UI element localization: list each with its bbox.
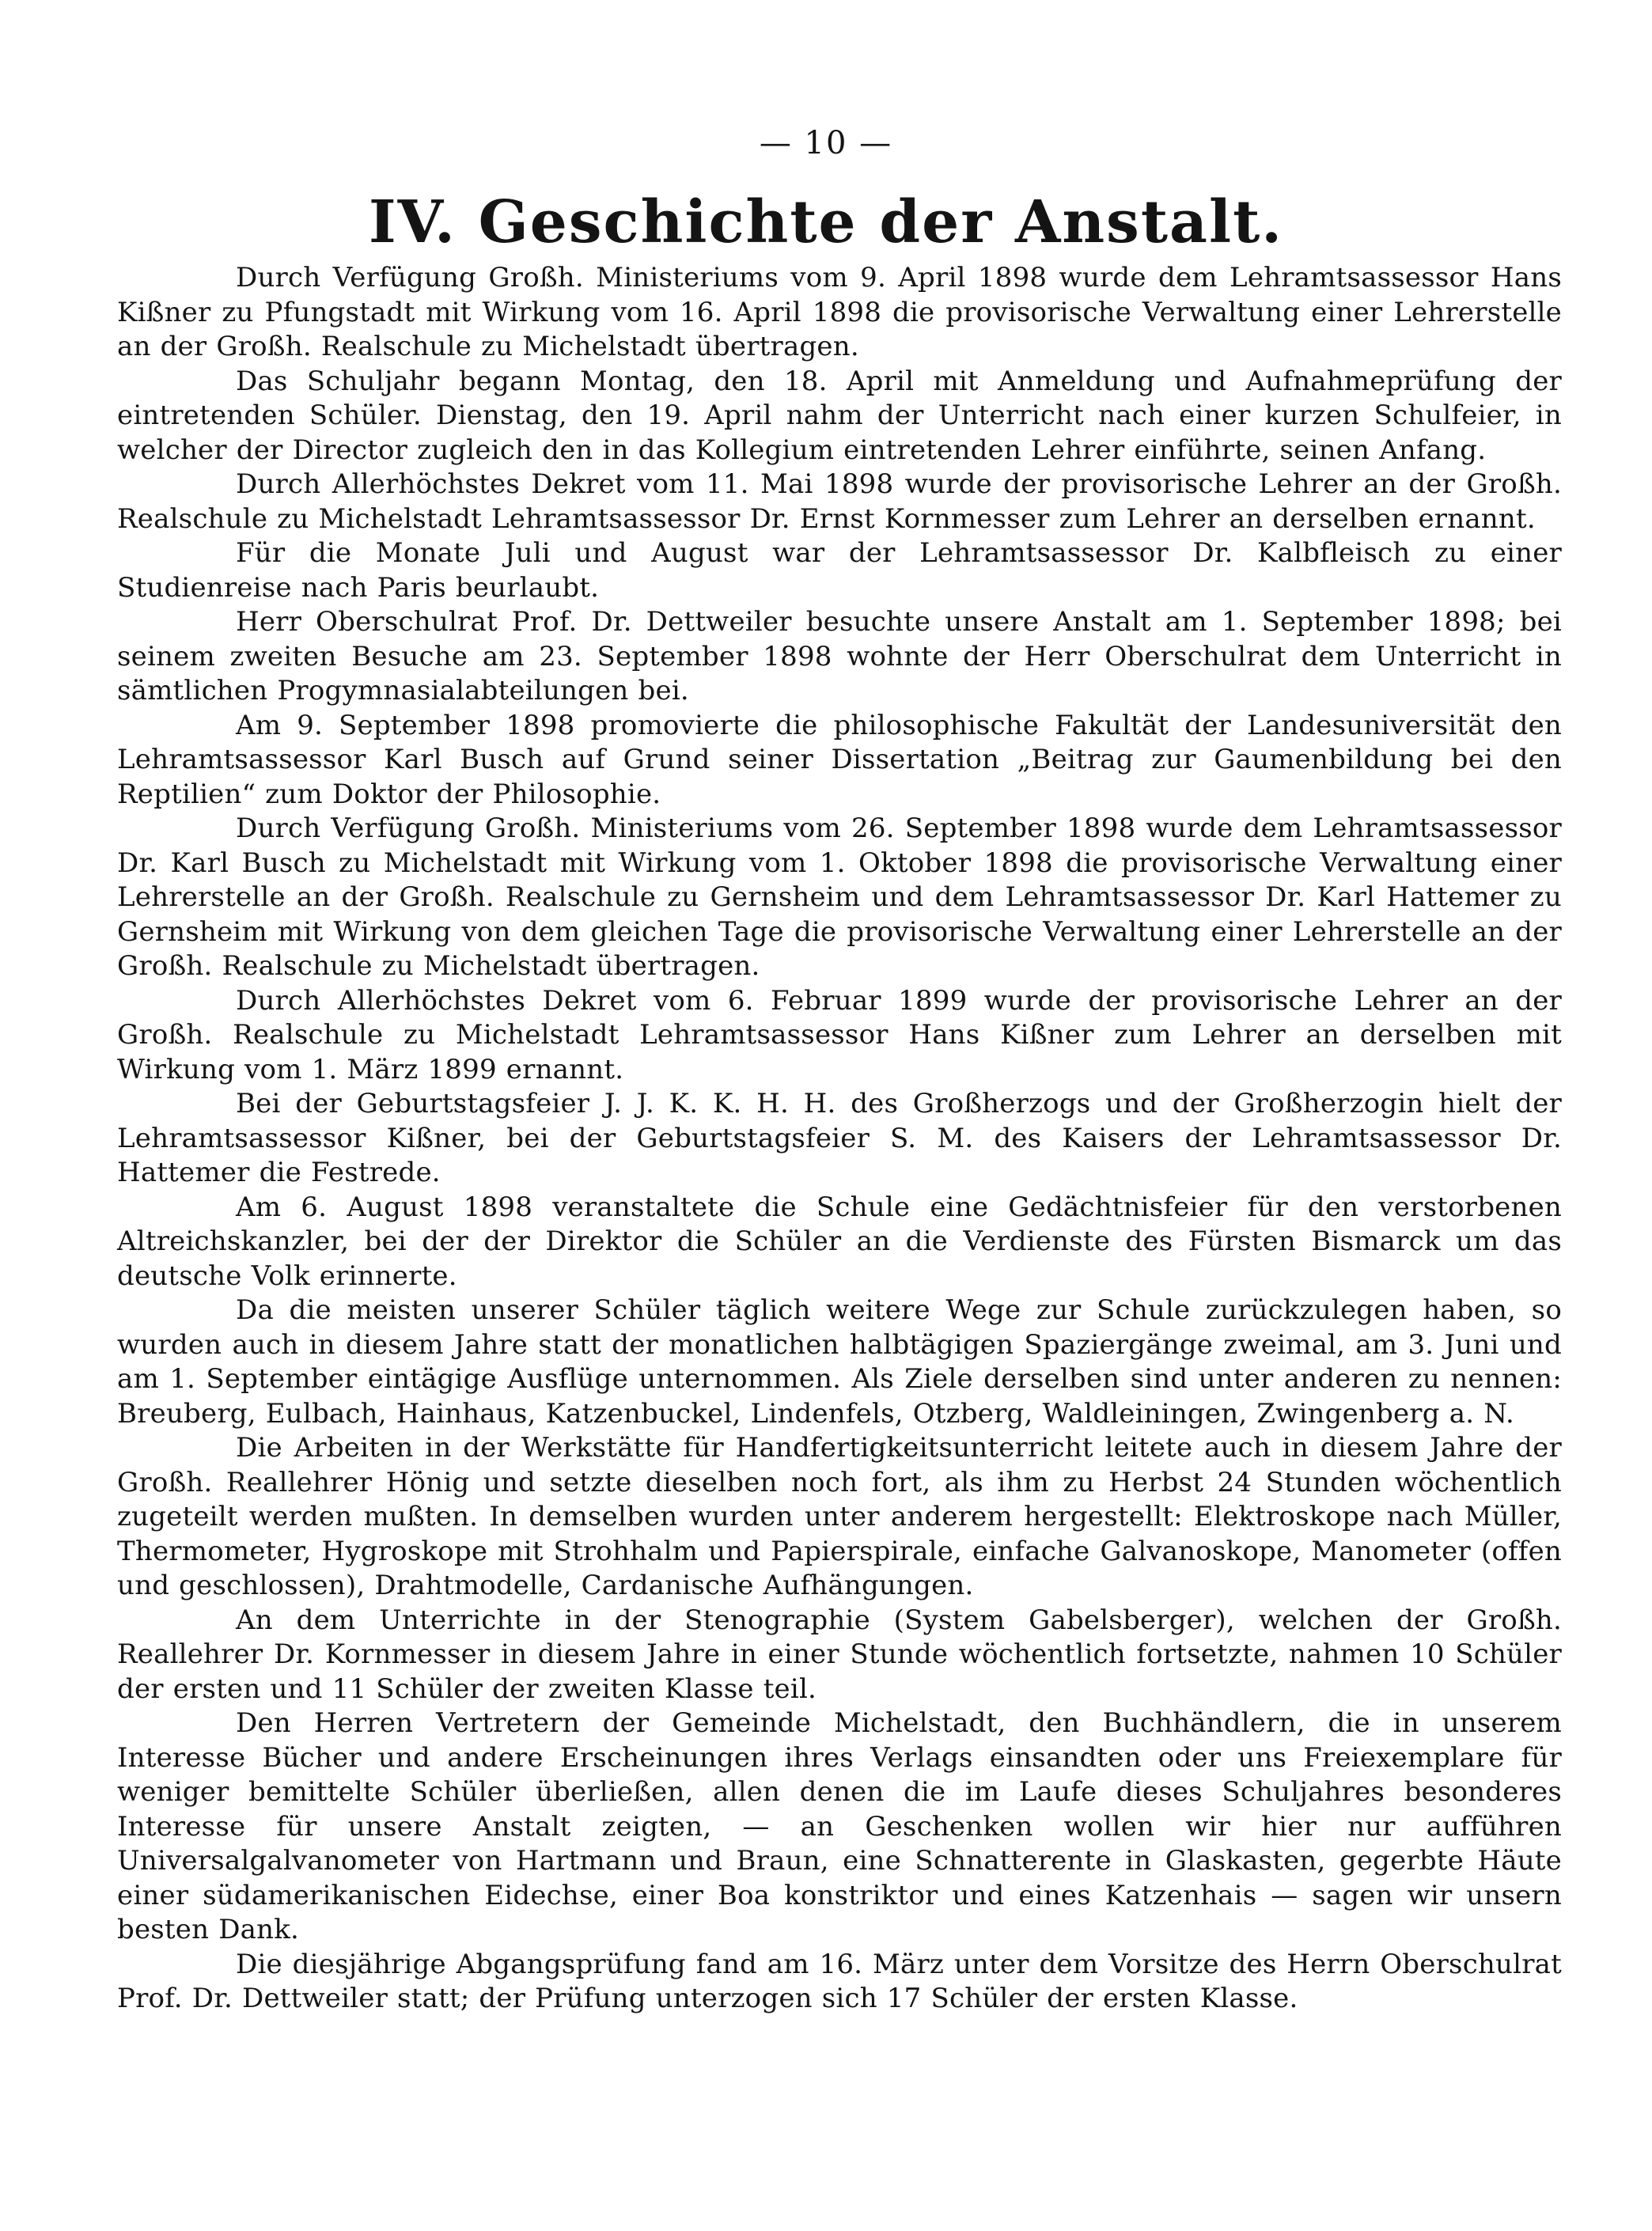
paragraph: Durch Allerhöchstes Dekret vom 6. Februar 1899 wurde der provisorische Lehrer an der Großh. Realschule zu Michelstadt Lehramtsassessor Hans Kißner zum Lehrer an derselben mit Wirkung vom 1. März 1899 ernannt. <box>117 984 1562 1085</box>
paragraph: Bei der Geburtstagsfeier J. J. K. K. H. H. des Großherzogs und der Großherzogin hielt der Lehramtsassessor Kißner, bei der Geburtstagsfeier S. M. des Kaisers der Lehramtsassessor Dr. Hattemer die Festrede. <box>117 1088 1562 1188</box>
paragraph: Die diesjährige Abgangsprüfung fand am 16. März unter dem Vorsitze des Herrn Oberschulrat Prof. Dr. Dettweiler statt; der Prüfung unterzogen sich 17 Schüler der ersten Klasse. <box>117 1948 1562 2014</box>
paragraph: Am 9. September 1898 promovierte die philosophische Fakultät der Landesuniversität den Lehramtsassessor Karl Busch auf Grund seiner Dissertation „Beitrag zur Gaumenbildung bei den Reptilien“ zum Doktor der Philosophie. <box>117 709 1562 810</box>
paragraph: Durch Verfügung Großh. Ministeriums vom 9. April 1898 wurde dem Lehramtsassessor Hans Kißner zu Pfungstadt mit Wirkung vom 16. April 1898 die provisorische Verwaltung einer Lehrerstelle an der Großh. Realschule zu Michelstadt übertragen. <box>117 262 1562 362</box>
paragraph: Die Arbeiten in der Werkstätte für Handfertigkeitsunterricht leitete auch in diesem Jahre der Großh. Reallehrer Hönig und setzte dieselben noch fort, als ihm zu Herbst 24 Stunden wöchentlich zugeteilt werden mußten. In demselben wurden unter anderem hergestellt: Elektroskope nach Müller, Thermometer, Hygroskope mit Strohhalm und Papierspirale, einfache Galvanoskope, Manometer (offen und geschlossen), Drahtmodelle, Cardanische Aufhängungen. <box>117 1432 1562 1601</box>
paragraph: An dem Unterrichte in der Stenographie (System Gabelsberger), welchen der Großh. Reallehrer Dr. Kornmesser in diesem Jahre in einer Stunde wöchentlich fortsetzte, nahmen 10 Schüler der ersten und 11 Schüler der zweiten Klasse teil. <box>117 1604 1562 1705</box>
paragraph: Durch Allerhöchstes Dekret vom 11. Mai 1898 wurde der provisorische Lehrer an der Großh. Realschule zu Michelstadt Lehramtsassessor Dr. Ernst Kornmesser zum Lehrer an derselben ernannt. <box>117 468 1562 535</box>
paragraph: Das Schuljahr begann Montag, den 18. April mit Anmeldung und Aufnahmeprüfung der eintretenden Schüler. Dienstag, den 19. April nahm der Unterricht nach einer kurzen Schulfeier, in welcher der Director zugleich den in das Kollegium eintretenden Lehrer einführte, seinen Anfang. <box>117 365 1562 466</box>
paragraph: Da die meisten unserer Schüler täglich weitere Wege zur Schule zurückzulegen haben, so wurden auch in diesem Jahre statt der monatlichen halbtägigen Spaziergänge zweimal, am 3. Juni und am 1. September eintägige Ausflüge unternommen. Als Ziele derselben sind unter anderen zu nennen: Breuberg, Eulbach, Hainhaus, Katzenbuckel, Lindenfels, Otzberg, Waldleiningen, Zwingenberg a. N. <box>117 1294 1562 1430</box>
body-text <box>117 261 1562 2017</box>
page-number: — 10 — <box>759 125 893 161</box>
paragraph: Durch Verfügung Großh. Ministeriums vom 26. September 1898 wurde dem Lehramtsassessor Dr. Karl Busch zu Michelstadt mit Wirkung vom 1. Oktober 1898 die provisorische Verwaltung einer Lehrerstelle an der Großh. Realschule zu Gernsheim und dem Lehramtsassessor Dr. Karl Hattemer zu Gernsheim mit Wirkung von dem gleichen Tage die provisorische Verwaltung einer Lehrerstelle an der Großh. Realschule zu Michelstadt übertragen. <box>117 812 1562 982</box>
chapter-title: IV. Geschichte der Anstalt. <box>368 188 1284 256</box>
paragraph: Für die Monate Juli und August war der Lehramtsassessor Dr. Kalbfleisch zu einer Studienreise nach Paris beurlaubt. <box>117 537 1562 604</box>
paragraph: Herr Oberschulrat Prof. Dr. Dettweiler besuchte unsere Anstalt am 1. September 1898; bei seinem zweiten Besuche am 23. September 1898 wohnte der Herr Oberschulrat dem Unterricht in sämtlichen Progymnasialabteilungen bei. <box>117 606 1562 706</box>
paragraph: Den Herren Vertretern der Gemeinde Michelstadt, den Buchhändlern, die in unserem Interesse Bücher und andere Erscheinungen ihres Verlags einsandten oder uns Freiexemplare für weniger bemittelte Schüler überließen, allen denen die im Laufe dieses Schuljahres besonderes Interesse für unsere Anstalt zeigten, — an Geschenken wollen wir hier nur aufführen Universalgalvanometer von Hartmann und Braun, eine Schnatterente in Glaskasten, gegerbte Häute einer südamerikanischen Eidechse, einer Boa konstriktor und eines Katzenhais — sagen wir unsern besten Dank. <box>117 1707 1562 1945</box>
paragraph: Am 6. August 1898 veranstaltete die Schule eine Gedächtnisfeier für den verstorbenen Altreichskanzler, bei der der Direktor die Schüler an die Verdienste des Fürsten Bismarck um das deutsche Volk erinnerte. <box>117 1191 1562 1292</box>
